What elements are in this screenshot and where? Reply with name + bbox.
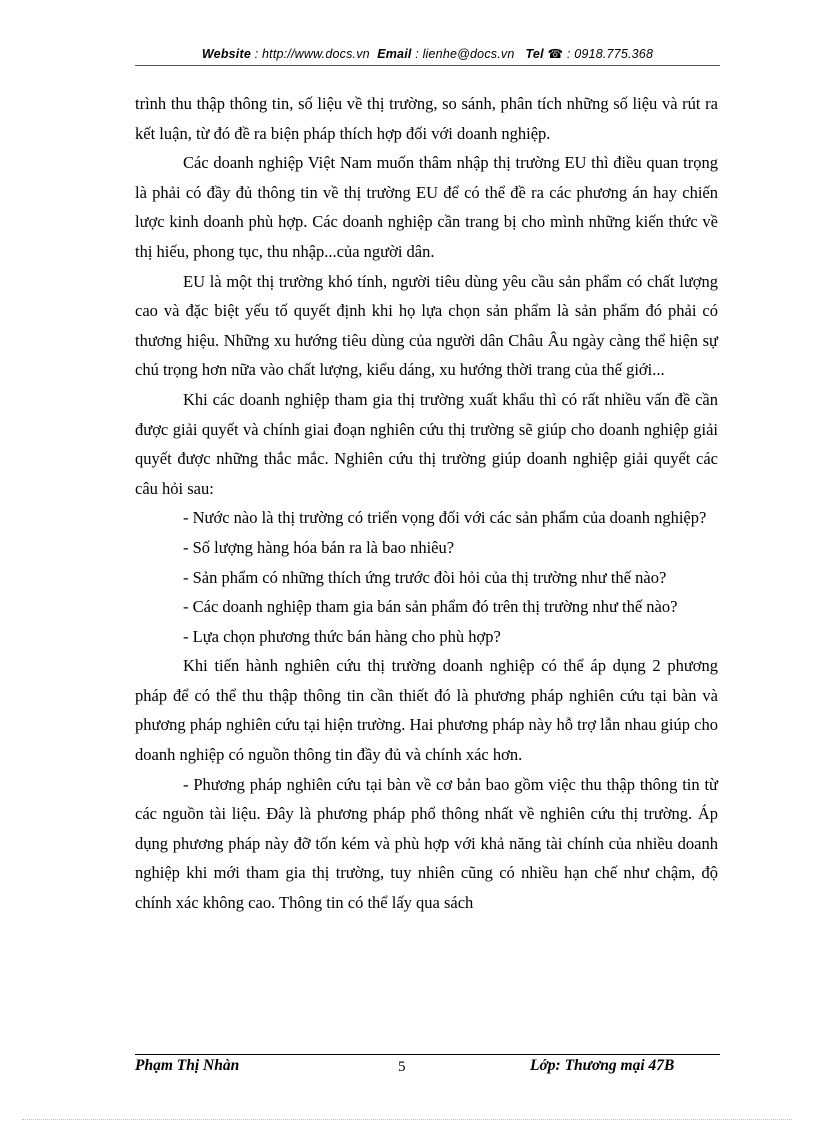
paragraph: EU là một thị trường khó tính, người tiêu dùng yêu cầu sản phẩm có chất lượng cao và đặc biệt yếu tố quyết định khi họ lựa chọn sản phẩm là sản phẩm đó phải có thương hiệu. Những xu hướng tiêu dùng của người dân Châu Âu ngày càng thể hiện sự chú trọng hơn nữa vào chất lượng, kiểu dáng, xu hướng thời trang của thế giới... (135, 271, 718, 380)
page-number: 5 (398, 1059, 406, 1075)
question-item: - Lựa chọn phương thức bán hàng cho phù hợp? (183, 626, 501, 646)
website-label: Website (201, 47, 251, 61)
tel-label: Tel (525, 47, 544, 61)
author-name: Phạm Thị Nhàn (135, 1057, 240, 1074)
paragraph: trình thu thập thông tin, số liệu về thị trường, so sánh, phân tích những số liệu và rút ra kết luận, từ đó đề ra biện pháp thích hợp đối với doanh nghiệp. (135, 94, 718, 143)
website-url: : http://www.docs.vn (251, 47, 370, 61)
question-item: - Sản phẩm có những thích ứng trước đòi hỏi của thị trường như thế nào? (183, 567, 667, 587)
paragraph: Khi các doanh nghiệp tham gia thị trường xuất khẩu thì có rất nhiều vấn đề cần được giải quyết và chính giai đoạn nghiên cứu thị trường sẽ giúp cho doanh nghiệp giải quyết được những thắc mắc. Nghiên cứu thị trường giúp doanh nghiệp giải quyết các câu hỏi sau: (135, 389, 718, 498)
document-body (135, 89, 718, 918)
question-item: - Số lượng hàng hóa bán ra là bao nhiêu? (183, 537, 455, 557)
phone-icon: ☎ (547, 47, 564, 61)
question-item: - Nước nào là thị trường có triển vọng đối với các sản phẩm của doanh nghiệp? (183, 508, 707, 528)
paragraph: - Phương pháp nghiên cứu tại bàn về cơ bản bao gồm việc thu thập thông tin từ các nguồn tài liệu. Đây là phương pháp phổ thông nhất về nghiên cứu thị trường. Áp dụng phương pháp này đỡ tốn kém và phù hợp với khả năng tài chính của nhiều doanh nghiệp khi mới tham gia thị trường, tuy nhiên cũng có nhiều hạn chế như chậm, độ chính xác không cao. Thông tin có thể lấy qua sách (135, 774, 718, 913)
footer-divider (135, 1054, 720, 1055)
tel-number: : 0918.775.368 (563, 47, 654, 61)
header-divider (135, 65, 720, 66)
class-info: Lớp: Thương mại 47B (530, 1057, 675, 1074)
email-address: : lienhe@docs.vn (411, 47, 515, 61)
page-footer (135, 1057, 720, 1079)
paragraph: Các doanh nghiệp Việt Nam muốn thâm nhập thị trường EU thì điều quan trọng là phải có đầy đủ thông tin về thị trường EU để có thể đề ra các phương án hay chiến lược kinh doanh phù hợp. Các doanh nghiệp cần trang bị cho mình những kiến thức về thị hiếu, phong tục, thu nhập...của người dân. (135, 153, 718, 261)
paragraph: Khi tiến hành nghiên cứu thị trường doanh nghiệp có thể áp dụng 2 phương pháp để có thể thu thập thông tin cần thiết đó là phương pháp nghiên cứu tại bàn và phương pháp nghiên cứu tại hiện trường. Hai phương pháp này hỗ trợ lẫn nhau giúp cho doanh nghiệp có nguồn thông tin đầy đủ và chính xác hơn. (135, 656, 718, 765)
page-header (135, 46, 720, 61)
question-item: - Các doanh nghiệp tham gia bán sản phẩm đó trên thị trường như thế nào? (183, 597, 678, 617)
page-edge-divider (22, 1119, 792, 1120)
email-label: Email (377, 47, 412, 61)
